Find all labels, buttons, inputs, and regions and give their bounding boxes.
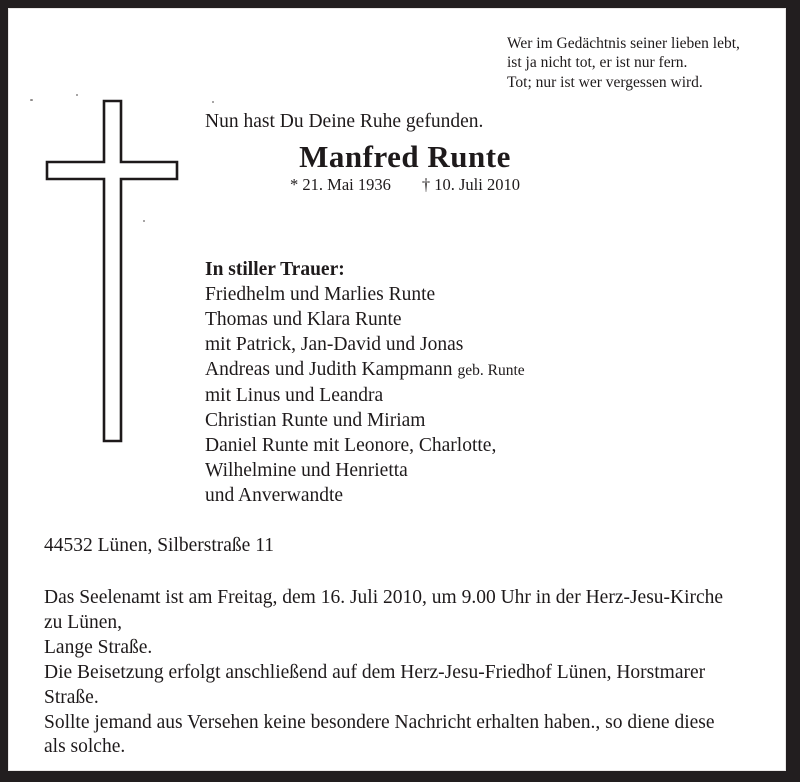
mourner-line: Friedhelm und Marlies Runte <box>205 284 436 305</box>
latin-cross-icon <box>44 98 180 446</box>
memorial-verse-line: Wer im Gedächtnis seiner lieben lebt, <box>507 35 740 52</box>
announcement-line: Lange Straße. <box>44 636 153 658</box>
deceased-block <box>205 140 605 195</box>
deceased-name: Manfred Runte <box>299 139 511 174</box>
address-line: 44532 Lünen, Silberstraße 11 <box>44 535 274 556</box>
mourner-line: Daniel Runte mit Leonore, Charlotte, <box>205 435 497 456</box>
memorial-verse-line: Tot; nur ist wer vergessen wird. <box>507 73 703 91</box>
announcement-line: Die Beisetzung erfolgt anschließend auf dem Herz-Jesu-Friedhof Lünen, Horstmarer <box>44 661 706 683</box>
mourner-line: mit Patrick, Jan-David und Jonas <box>205 334 464 355</box>
birth-date: * 21. Mai 1936 <box>290 175 391 194</box>
mourning-heading: In stiller Trauer: <box>205 259 345 280</box>
announcement-line: Straße. <box>44 686 99 708</box>
memorial-verse <box>507 34 740 92</box>
intro-line: Nun hast Du Deine Ruhe gefunden. <box>205 111 484 132</box>
scan-speck <box>76 94 78 96</box>
memorial-verse-line: ist ja nicht tot, er ist nur fern. <box>507 54 688 72</box>
announcement-line: als solche. <box>44 736 126 758</box>
mourner-line: Christian Runte und Miriam <box>205 410 426 431</box>
mourner-line: mit Linus und Leandra <box>205 385 384 406</box>
announcement-line: zu Lünen, <box>44 611 122 633</box>
scan-speck <box>30 99 33 101</box>
mourner-line <box>205 357 525 383</box>
life-dates <box>205 175 605 195</box>
mourner-line: Thomas und Klara Runte <box>205 309 402 330</box>
mourner-line: und Anverwandte <box>205 485 344 506</box>
mourning-block <box>205 257 525 508</box>
death-date: † 10. Juli 2010 <box>421 175 520 194</box>
funeral-announcement <box>44 586 723 760</box>
announcement-line: Sollte jemand aus Versehen keine besondere Nachricht erhalten haben., so diene diese <box>44 711 715 733</box>
mourner-line: Wilhelmine und Henrietta <box>205 460 408 481</box>
mourner-name: Andreas und Judith Kampmann <box>205 359 453 380</box>
scan-speck <box>143 220 145 222</box>
scan-speck <box>212 101 214 103</box>
maiden-name-suffix: geb. Runte <box>457 362 525 379</box>
announcement-line: Das Seelenamt ist am Freitag, dem 16. Juli 2010, um 9.00 Uhr in der Herz-Jesu-Kirche <box>44 587 724 608</box>
